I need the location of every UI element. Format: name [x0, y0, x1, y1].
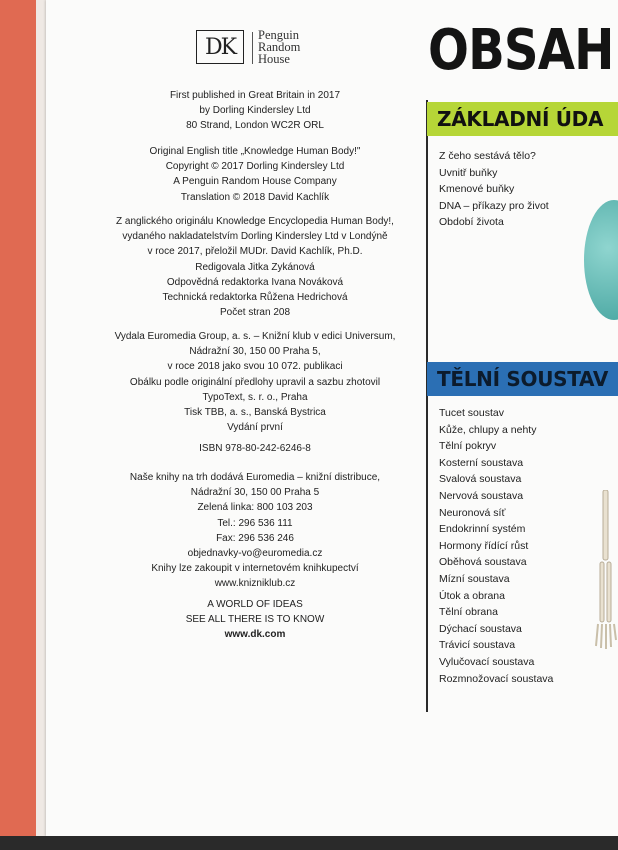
scan-bottom-edge — [0, 836, 618, 850]
imprint-block-first-published — [105, 88, 405, 134]
imprint-line: Knihy lze zakoupit v internetovém knihkupectví — [151, 563, 359, 575]
imprint-line: Vydání první — [227, 422, 283, 434]
logo-line: House — [258, 52, 290, 66]
imprint-line: Nádražní 30, 150 00 Praha 5 — [190, 487, 320, 499]
toc-item[interactable]: Útok a obrana — [439, 589, 505, 602]
imprint-line: Copyright © 2017 Dorling Kindersley Ltd — [165, 161, 345, 173]
toc-item[interactable]: Neuronová síť — [439, 506, 506, 519]
imprint-line: objednavky-vo@euromedia.cz — [187, 548, 323, 560]
dk-logo-mark: DK — [204, 34, 236, 60]
imprint-line: v roce 2017, přeložil MUDr. David Kachlík, Ph.D. — [147, 246, 363, 258]
imprint-line: Redigovala Jitka Zykánová — [195, 261, 315, 273]
imprint-line: Technická redaktorka Růžena Hedrichová — [162, 292, 348, 304]
imprint-line: TypoText, s. r. o., Praha — [202, 391, 308, 403]
toc-item[interactable]: Oběhová soustava — [439, 556, 527, 569]
imprint-line: Tisk TBB, a. s., Banská Bystrica — [184, 407, 326, 419]
toc-item[interactable]: Svalová soustava — [439, 473, 522, 486]
imprint-block-translation — [105, 214, 405, 320]
toc-item[interactable]: Z čeho sestává tělo? — [439, 150, 536, 162]
dk-logo-icon — [196, 30, 244, 64]
toc-item[interactable]: Tělní pokryv — [439, 440, 497, 453]
imprint-line: www.knizniklub.cz — [214, 578, 296, 590]
isbn — [105, 441, 405, 456]
isbn-line: ISBN 978-80-242-6246-8 — [199, 443, 311, 454]
imprint-line: by Dorling Kindersley Ltd — [199, 105, 311, 117]
publisher-logo — [196, 30, 326, 70]
logo-divider — [252, 32, 253, 64]
imprint-line: Tel.: 296 536 111 — [217, 517, 293, 529]
toc-item[interactable]: Rozmnožovací soustava — [439, 672, 554, 685]
imprint-line: Fax: 296 536 246 — [216, 532, 294, 544]
imprint-line: Nádražní 30, 150 00 Praha 5, — [189, 346, 321, 358]
penguin-random-house-text — [258, 29, 300, 65]
toc-item[interactable]: Tělní obrana — [439, 606, 498, 619]
imprint-line: Vydala Euromedia Group, a. s. – Knižní klub v edici Universum, — [114, 331, 396, 342]
contents-title: OBSAH — [428, 18, 614, 83]
imprint-line: First published in Great Britain in 2017 — [169, 90, 341, 101]
toc-item[interactable]: Uvnitř buňky — [439, 166, 498, 179]
imprint-line: Original English title „Knowledge Human Body!" — [149, 146, 361, 157]
imprint-line: Naše knihy na trh dodává Euromedia – knižní distribuce, — [129, 472, 381, 483]
dk-website-link[interactable]: www.dk.com — [224, 629, 286, 641]
imprint-block-slogan — [105, 597, 405, 643]
toc-item[interactable]: DNA – příkazy pro život — [439, 199, 549, 212]
toc-item[interactable]: Období života — [439, 216, 504, 229]
section-heading-body-systems: TĚLNÍ SOUSTAV — [427, 362, 618, 396]
toc-list-body-systems — [439, 405, 553, 687]
imprint-line: v roce 2018 jako svou 10 072. publikaci — [167, 361, 343, 373]
imprint-line: Obálku podle originální předlohy upravil a sazbu zhotovil — [129, 376, 381, 388]
imprint-line: 80 Strand, London WC2R ORL — [186, 120, 324, 132]
toc-item[interactable]: Mízní soustava — [439, 572, 510, 585]
contents-divider — [426, 100, 428, 712]
skeleton-arm-illustration — [594, 490, 618, 650]
toc-item[interactable]: Endokrinní systém — [439, 523, 526, 536]
toc-item[interactable]: Dýchací soustava — [439, 622, 522, 635]
imprint-block-copyright — [105, 144, 405, 205]
imprint-line: SEE ALL THERE IS TO KNOW — [185, 614, 325, 626]
toc-item[interactable]: Tucet soustav — [439, 407, 504, 419]
toc-item[interactable]: Trávicí soustava — [439, 639, 516, 652]
imprint-line: vydaného nakladatelstvím Dorling Kindersley Ltd v Londýně — [122, 231, 388, 243]
imprint-line: Translation © 2018 David Kachlík — [180, 191, 330, 203]
imprint-line: Počet stran 208 — [219, 307, 291, 319]
imprint-line: A WORLD OF IDEAS — [207, 599, 303, 610]
logo-line: Random — [258, 40, 301, 54]
imprint-line: A Penguin Random House Company — [173, 176, 337, 188]
imprint-line: Z anglického originálu Knowledge Encyclopedia Human Body!, — [116, 216, 394, 227]
toc-item[interactable]: Nervová soustava — [439, 489, 524, 502]
toc-list-basic-facts — [439, 148, 549, 231]
imprint-line: Odpovědná redaktorka Ivana Nováková — [166, 276, 344, 288]
section-heading-basic-facts: ZÁKLADNÍ ÚDA — [427, 102, 618, 136]
imprint-block-distribution — [105, 470, 405, 592]
toc-item[interactable]: Kmenové buňky — [439, 183, 515, 196]
imprint-line: Zelená linka: 800 103 203 — [197, 502, 313, 514]
imprint-block-publisher — [105, 329, 405, 435]
toc-item[interactable]: Vylučovací soustava — [439, 655, 535, 668]
toc-item[interactable]: Kůže, chlupy a nehty — [439, 423, 537, 436]
toc-item[interactable]: Hormony řídící růst — [439, 539, 529, 552]
logo-line: Penguin — [258, 28, 299, 42]
toc-item[interactable]: Kosterní soustava — [439, 456, 524, 469]
